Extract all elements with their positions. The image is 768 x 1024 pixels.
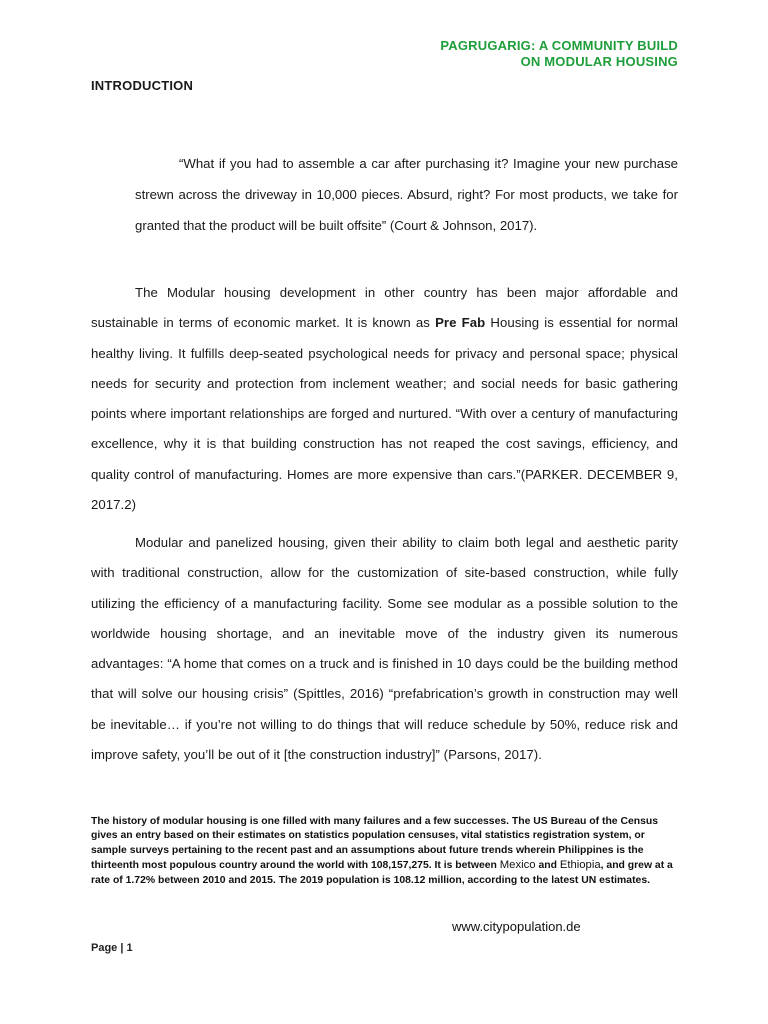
paragraph-1-bold-term: Pre Fab [435,315,486,331]
note-mexico: Mexico [499,859,536,872]
paragraph-2 [91,528,678,770]
paragraph-1-text-a: The Modular housing development in other country has been major affordable and sustainable in terms of economic market. It is known as [91,285,678,331]
note-ethiopia: Ethiopia [559,859,601,872]
note-and: and [535,860,560,872]
source-link[interactable]: www.citypopulation.de [452,919,581,934]
paragraph-1 [91,278,678,520]
paragraph-1-text-b: Housing is essential for normal healthy living. It fulfills deep-seated psychological needs for privacy and personal space; physical needs for security and protection from inclement weather; and social needs for basic gathering points where important relationships are forged and nurtured. “With over a century of manufacturing excellence, why it is that building construction has not reaped the cost savings, efficiency, and quality control of manufacturing. Homes are more expensive than cars.”(PARKER. DECEMBER 9, 2017.2) [91,315,678,513]
population-note [91,815,678,888]
note-text-b: , and grew at a rate of 1.72% between 2010 and 2015. The 2019 population is 108.12 million, according to the latest UN estimates. [91,860,673,886]
section-heading: INTRODUCTION [91,78,194,93]
header-title-line-1: PAGRUGARIG: A COMMUNITY BUILD [440,38,678,53]
document-header [278,38,678,70]
paragraph-2-text: Modular and panelized housing, given their ability to claim both legal and aesthetic parity with traditional construction, allow for the customization of site-based construction, while fully utilizing the efficiency of a manufacturing facility. Some see modular as a possible solution to the worldwide housing shortage, and an inevitable move of the industry given its numerous advantages: “A home that comes on a truck and is finished in 10 days could be the building method that will solve our housing crisis” (Spittles, 2016) “prefabrication’s growth in construction may well be inevitable… if you’re not willing to do things that will reduce schedule by 50%, reduce risk and improve safety, you’ll be out of it [the construction industry]” (Parsons, 2017). [91,535,678,763]
opening-quote-text: “What if you had to assemble a car after purchasing it? Imagine your new purchase strewn across the driveway in 10,000 pieces. Absurd, right? For most products, we take for granted that the product will be built offsite” (Court & Johnson, 2017). [135,156,678,233]
header-title-line-2: ON MODULAR HOUSING [520,54,678,69]
note-text-a: The history of modular housing is one filled with many failures and a few successes. The US Bureau of the Census gives an entry based on their estimates on statistics population censuses, vital statistics registration system, or sample surveys pertaining to the recent past and an assumptions about future trends wherein Philippines is the thirteenth most populous country around the world with 108,157,275. It is between [91,816,658,872]
page-number: Page | 1 [91,942,133,954]
opening-quote [135,148,678,241]
